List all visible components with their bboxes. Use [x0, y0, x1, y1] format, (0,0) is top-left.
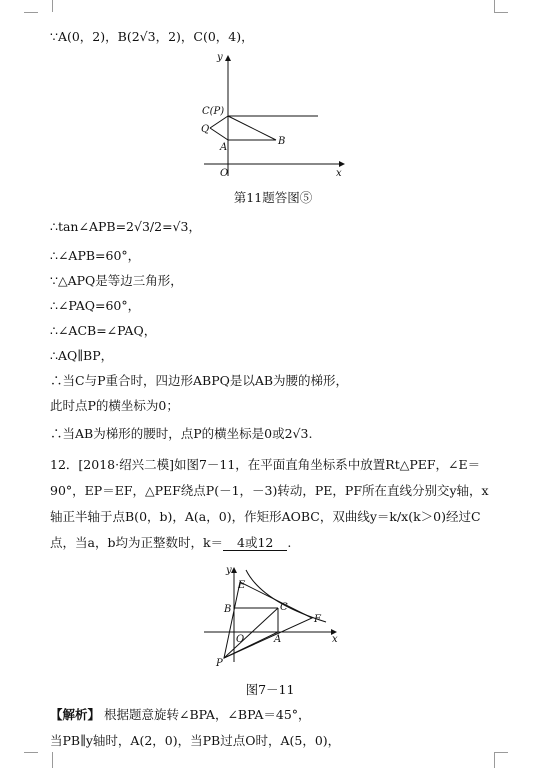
- figure-7-11-svg: [196, 562, 346, 674]
- corner-mark-top-left-h: [24, 12, 38, 13]
- fig1-label-a: A: [220, 142, 228, 153]
- segment-pb: [228, 116, 276, 140]
- fig2-label-c: C: [280, 602, 288, 613]
- fig2-label-a: A: [274, 634, 282, 645]
- figure-7-11-caption: 图7－11: [245, 682, 295, 697]
- solution-line-5: ∴∠PAQ=60°，: [50, 298, 141, 313]
- fig2-label-p: P: [216, 658, 223, 669]
- problem-12-period: .: [287, 535, 292, 550]
- figure-11-caption: 第11题答图⑤: [233, 190, 313, 205]
- corner-mark-top-right-h: [494, 12, 508, 13]
- analysis-tag: 【解析】: [50, 707, 101, 722]
- solution-line-6: ∴∠ACB=∠PAQ，: [50, 323, 157, 338]
- solution-line-8: ∴当C与P重合时，四边形ABPQ是以AB为腰的梯形，: [50, 373, 349, 388]
- solution-line-9: 此时点P的横坐标为0；: [50, 398, 179, 413]
- triangle-pef: [224, 582, 312, 658]
- line-pc: [224, 608, 278, 658]
- fig1-label-b: B: [278, 136, 286, 147]
- fig2-label-y: y: [226, 565, 232, 576]
- solution-line-2: ∴tan∠APB=2√3/2=√3，: [50, 219, 201, 234]
- fig1-label-y: y: [217, 52, 223, 63]
- problem-12-text: [50, 452, 490, 556]
- fig1-label-x: x: [336, 168, 342, 179]
- corner-mark-bottom-left-v: [38, 752, 53, 768]
- solution-line-1: ∵A(0，2)，B(2√3，2)，C(0，4)，: [50, 29, 254, 44]
- fig1-label-cp: C(P): [202, 106, 225, 117]
- figure-11-svg: [190, 50, 350, 182]
- line-pa: [224, 632, 278, 658]
- solution-line-7: ∴AQ∥BP，: [50, 348, 114, 363]
- fig2-label-f: F: [314, 614, 321, 625]
- corner-mark-top-left: [38, 0, 53, 12]
- figure-7-11: [196, 562, 346, 674]
- fig2-label-x: x: [332, 634, 338, 645]
- analysis-line-2: 当PB∥y轴时，A(2，0)，当PB过点O时，A(5，0)，: [50, 733, 341, 748]
- fig1-label-q: Q: [201, 124, 210, 135]
- fig2-label-o: O: [236, 634, 245, 645]
- segment-qa: [210, 128, 228, 140]
- problem-12-body: 12．[2018·绍兴二模]如图7－11，在平面直角坐标系中放置Rt△PEF，∠E＝90°，EP＝EF，△PEF绕点P(－1，－3)转动，PE，PF所在直线分别交y轴，x轴正半轴于点B(0，b)，A(a，0)，作矩形AOBC，双曲线y＝k/x(k＞0)经过C点，当a，b均为正整数时，k＝: [50, 457, 489, 550]
- analysis-text-1: 根据题意旋转∠BPA，∠BPA＝45°，: [104, 707, 311, 722]
- corner-mark-top-right: [494, 0, 509, 12]
- corner-mark-bottom-left: [24, 752, 38, 753]
- solution-line-10: ∴当AB为梯形的腰时，点P的横坐标是0或2√3.: [50, 426, 313, 441]
- problem-12-answer: 4或12: [223, 535, 287, 551]
- fig2-label-e: E: [238, 580, 246, 591]
- fig2-label-b: B: [224, 604, 232, 615]
- analysis-line-1: [50, 707, 311, 723]
- figure-11-answer-5: [190, 50, 350, 182]
- fig1-label-o: O: [220, 168, 229, 179]
- corner-mark-bottom-right-v: [494, 752, 509, 768]
- solution-line-3: ∴∠APB=60°，: [50, 248, 141, 263]
- solution-line-4: ∵△APQ是等边三角形，: [50, 273, 183, 288]
- segment-pq: [210, 116, 228, 128]
